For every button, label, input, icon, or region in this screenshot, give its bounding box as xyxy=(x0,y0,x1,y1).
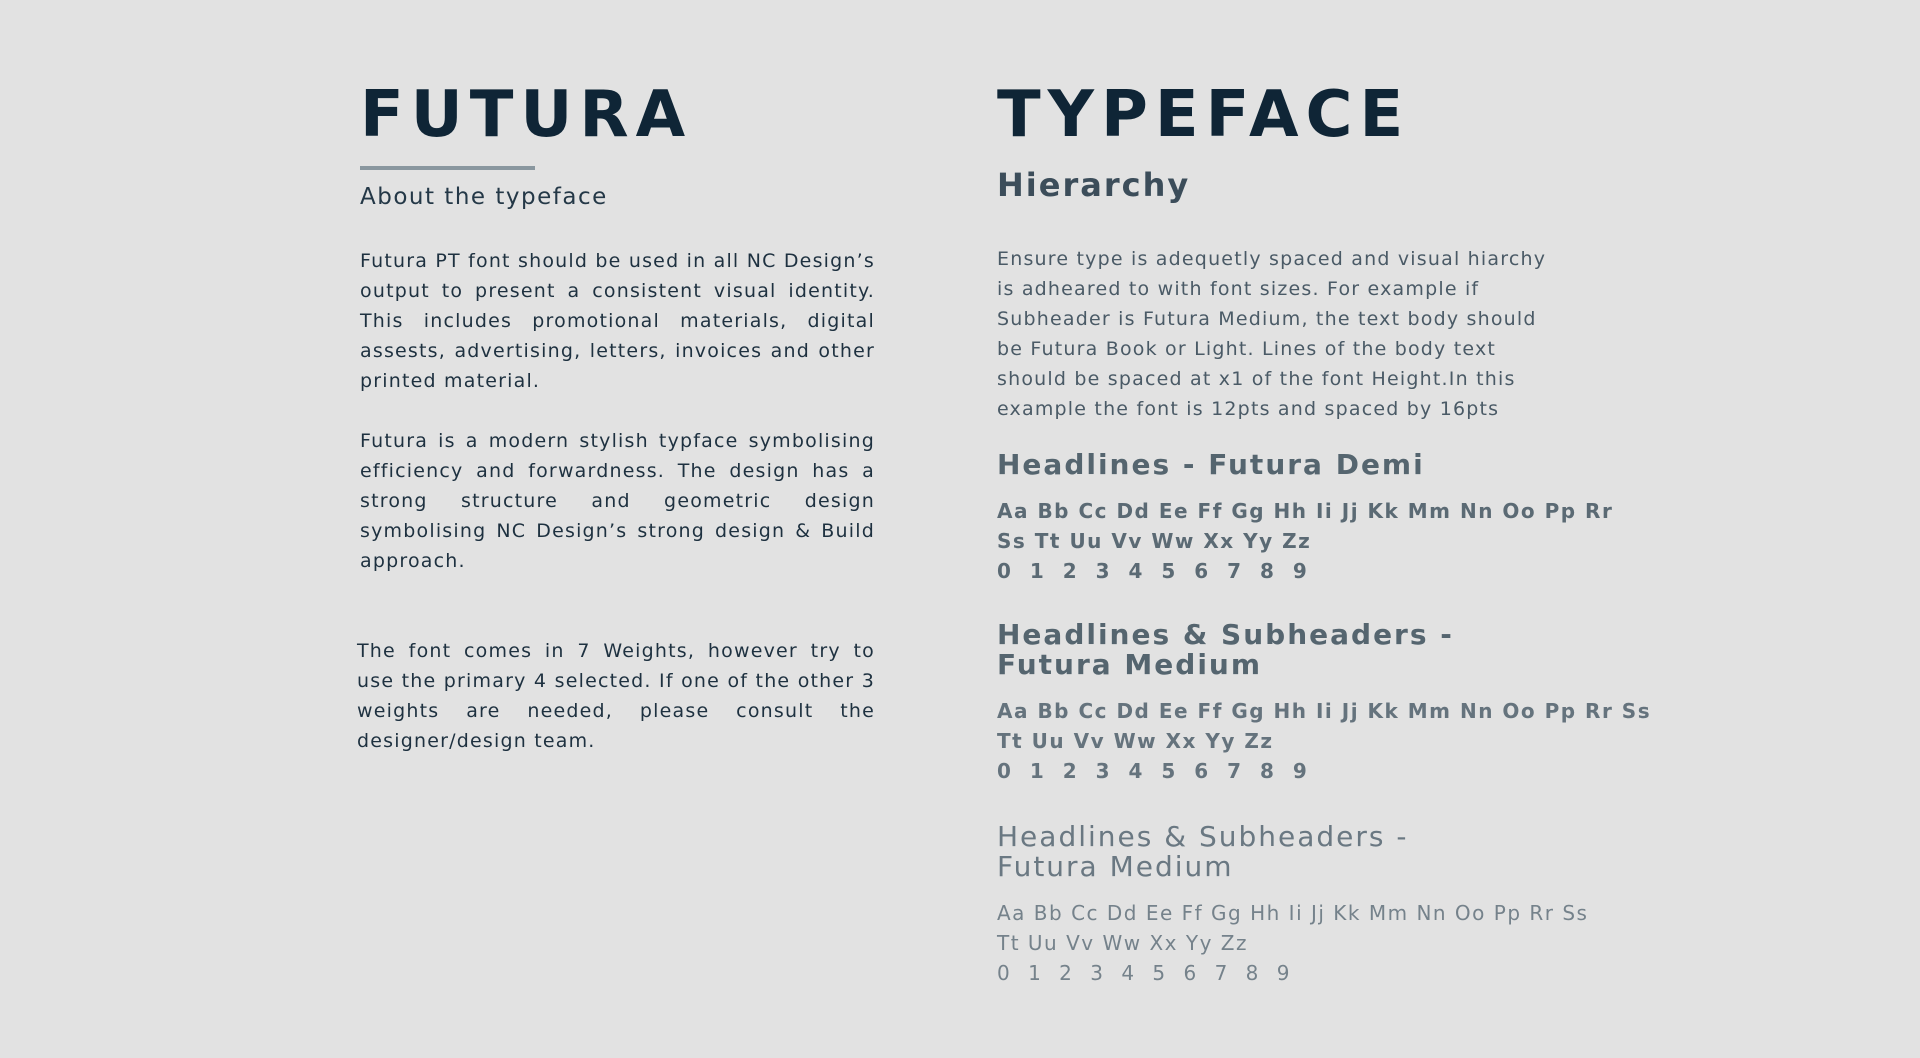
hierarchy-column xyxy=(997,78,1652,988)
title-underline xyxy=(360,166,535,170)
numbers-line: 0 1 2 3 4 5 6 7 8 9 xyxy=(997,759,1313,783)
numbers-line: 0 1 2 3 4 5 6 7 8 9 xyxy=(997,559,1313,583)
about-subtitle: About the typeface xyxy=(360,184,608,210)
sample-heading xyxy=(997,450,1577,480)
hierarchy-subtitle: Hierarchy xyxy=(997,166,1191,204)
sample-medium xyxy=(997,618,1652,786)
sample-heading-line-1: Headlines & Subheaders - xyxy=(997,618,1454,651)
sample-heading-line-1: Headlines & Subheaders - xyxy=(997,820,1409,853)
sample-heading-line-1: Headlines - Futura Demi xyxy=(997,448,1425,481)
about-paragraph-1: Futura PT font should be used in all NC Design’s output to present a consistent visual identity. This includes promotional materials, digital assests, advertising, letters, invoices and other printed material. xyxy=(360,250,875,392)
sample-glyphs xyxy=(997,696,1652,786)
alphabet-line-2: Tt Uu Vv Ww Xx Yy Zz xyxy=(997,931,1248,955)
about-paragraph-2: Futura is a modern stylish typface symbolising efficiency and forwardness. The design has a strong structure and geometric design symbolising NC Design’s strong design & Build approach. xyxy=(360,430,875,572)
alphabet-line-1: Aa Bb Cc Dd Ee Ff Gg Hh Ii Jj Kk Mm Nn Oo Pp Rr Ss xyxy=(997,901,1589,925)
sample-heading xyxy=(997,822,1577,882)
sample-demi xyxy=(997,448,1614,586)
sample-glyphs xyxy=(997,496,1614,586)
sample-heading-line-2: Futura Medium xyxy=(997,648,1263,681)
hierarchy-intro: Ensure type is adequetly spaced and visual hiarchy is adheared to with font sizes. For example if Subheader is Futura Medium, the text body should be Futura Book or Light. Lines of the body text should be spaced at x1 of the font Height.In this example the font is 12pts and spaced by 16pts xyxy=(997,248,1547,420)
alphabet-line-1: Aa Bb Cc Dd Ee Ff Gg Hh Ii Jj Kk Mm Nn Oo Pp Rr xyxy=(997,499,1614,523)
about-column xyxy=(357,78,875,756)
sample-heading-line-2: Futura Medium xyxy=(997,850,1234,883)
numbers-line: 0 1 2 3 4 5 6 7 8 9 xyxy=(997,961,1296,985)
alphabet-line-2: Ss Tt Uu Vv Ww Xx Yy Zz xyxy=(997,529,1312,553)
sample-glyphs xyxy=(997,898,1589,988)
alphabet-line-1: Aa Bb Cc Dd Ee Ff Gg Hh Ii Jj Kk Mm Nn Oo Pp Rr Ss xyxy=(997,699,1652,723)
alphabet-line-2: Tt Uu Vv Ww Xx Yy Zz xyxy=(997,729,1274,753)
about-paragraph-3: The font comes in 7 Weights, however try to use the primary 4 selected. If one of the other 3 weights are needed, please consult the designer/design team. xyxy=(357,640,875,752)
page-title: FUTURA xyxy=(360,78,693,152)
sample-heading xyxy=(997,620,1577,680)
sample-book xyxy=(997,820,1589,988)
section-title: TYPEFACE xyxy=(997,78,1411,152)
